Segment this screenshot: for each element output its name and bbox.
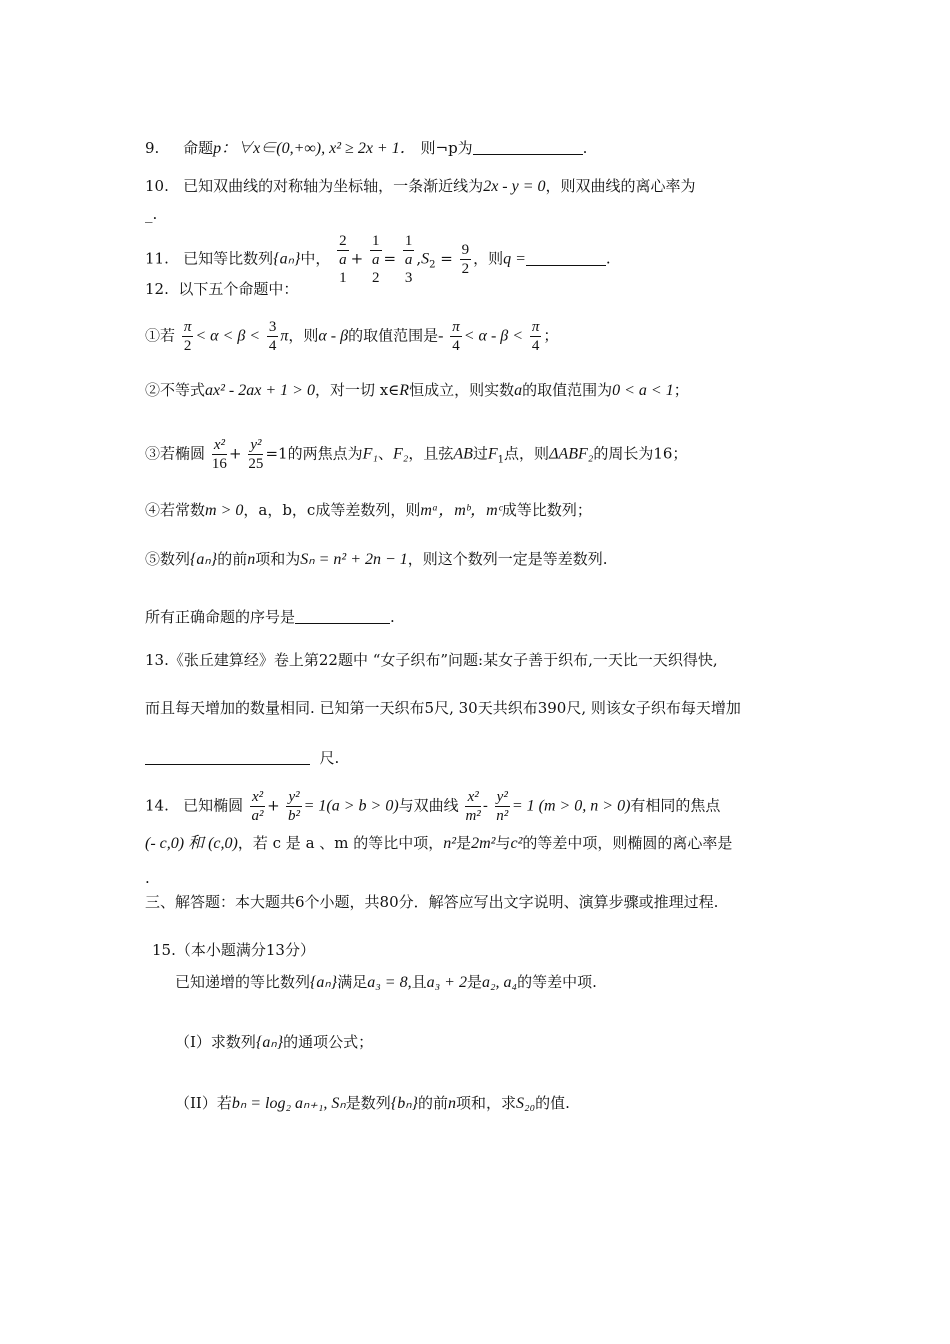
item-mark: ③ xyxy=(145,444,161,463)
q12-item-3: ③若椭圆 $\frac{\text{x²}}{16}$ + $\frac{\text{y²}}{25}$ =1的两焦点为F₁、F₂，且弦AB过$F_1$点，则ΔABF₂的周长为16； xyxy=(145,437,688,472)
q14-line2-d: 与 xyxy=(495,834,511,852)
q12-p1-end: ； xyxy=(543,326,559,345)
q15-stmt-d: 是 xyxy=(466,973,482,991)
question-10 xyxy=(145,176,696,197)
q12-ask-text: 所有正确命题的序号是 xyxy=(145,608,296,626)
q12-ask xyxy=(145,607,395,627)
question-14-line-2 xyxy=(145,833,732,854)
q11-number: 11. xyxy=(145,249,169,268)
answer-blank xyxy=(295,609,390,624)
answer-blank xyxy=(473,140,583,155)
q12-p5-text-c: 项和为 xyxy=(255,550,301,568)
q12-p5-n: n xyxy=(247,551,256,568)
q12-p3-text-e: 点，则 xyxy=(504,444,550,463)
q10-text-b: ，则双曲线的离心率为 xyxy=(545,177,696,195)
q14-continuation: . xyxy=(145,869,150,887)
q14-line2-e: 的等差中项，则椭圆的离心率是 xyxy=(522,834,733,852)
question-13-line-2: 而且每天增加的数量相同. 已知第一天织布5尺, 30天共织布390尺, 则该女子织布每天增加 xyxy=(145,699,741,717)
q12-p5-text: 数列 xyxy=(160,550,191,568)
q12-p1-text-b: ，则 xyxy=(288,326,319,345)
q15-part1-b: 的通项公式； xyxy=(283,1033,374,1051)
q10-text: 已知双曲线的对称轴为坐标轴，一条渐近线为 xyxy=(183,177,484,195)
q12-p1-text-c: 的取值范围是 xyxy=(348,326,439,345)
question-15-statement xyxy=(175,972,597,993)
q12-p5-sn: Sₙ = n² + 2n − 1 xyxy=(300,551,408,568)
q15-part1-a: （I）求数列 xyxy=(175,1033,256,1051)
q12-ask-end: . xyxy=(390,608,395,626)
q12-p4-text-b: ，a，b，c成等差数列，则 xyxy=(243,501,421,519)
q11-end: . xyxy=(605,249,611,268)
q12-item-4 xyxy=(145,500,592,521)
q13-unit: 尺. xyxy=(319,749,340,767)
q15-stmt-b: 满足 xyxy=(337,973,368,991)
q15-a3: a₃ = 8, xyxy=(367,974,412,991)
q11-text: 已知等比数列 xyxy=(183,249,274,268)
q15-part2-d: 项和，求 xyxy=(456,1094,517,1112)
q15-stmt-e: 的等差中项. xyxy=(517,973,597,991)
q12-item-1: ①若 $\frac{\pi}{2}$ < α < β < $\frac{3}{4}$ π，则α - β的取值范围是- $\frac{\pi}{4}$ < α - β < $\frac{\pi}{4}$ ； xyxy=(145,319,559,354)
q12-p3-AB: AB xyxy=(453,445,473,463)
answer-blank xyxy=(526,251,606,266)
answer-blank xyxy=(145,750,310,765)
q14-c2: c² xyxy=(510,835,523,852)
q14-text-c: 有相同的焦点 xyxy=(630,796,721,815)
q10-number: 10. xyxy=(145,177,169,195)
q11-text-b: 中， xyxy=(300,249,331,268)
q12-number: 12. xyxy=(145,280,169,298)
question-13-line-3 xyxy=(145,748,339,768)
q9-text: 命题 xyxy=(183,139,214,157)
fraction: 2 a 1 xyxy=(339,233,347,286)
q12-p2-text-c: 恒成立，则实数 xyxy=(409,381,515,399)
q14-m2: 2m² xyxy=(471,835,496,852)
q12-p4-text: 若常数 xyxy=(160,501,206,519)
q12-p5-text-d: ，则这个数列一定是等差数列. xyxy=(407,550,608,568)
q14-number: 14. xyxy=(145,796,169,815)
q15-part2-b: 是数列 xyxy=(345,1094,391,1112)
fraction: $\frac{9}{2}$ xyxy=(461,242,470,277)
q12-p4-text-c: 成等比数列； xyxy=(501,501,592,519)
section-3-heading: 三、解答题：本大题共6个小题，共80分．解答应写出文字说明、演算步骤或推理过程. xyxy=(145,893,719,911)
q15-part2-seq: {bₙ} xyxy=(390,1095,418,1112)
q12-p2-R: R xyxy=(399,382,410,399)
item-mark: ① xyxy=(145,326,161,345)
q12-p5-seq: {aₙ} xyxy=(190,551,218,568)
question-15-heading: 15.（本小题满分13分） xyxy=(152,941,315,959)
q12-item-5 xyxy=(145,549,608,570)
q15-a2a4: a₂, a₄ xyxy=(481,974,518,991)
q14-text-b: 与双曲线 xyxy=(398,796,459,815)
q14-line2-c: 是 xyxy=(456,834,472,852)
q10-continuation: _. xyxy=(145,205,158,223)
q10-formula: 2x - y = 0 xyxy=(483,178,546,195)
item-mark: ⑤ xyxy=(145,550,161,568)
q9-text-b: 则¬p为 xyxy=(420,139,473,157)
question-15-part-2 xyxy=(175,1093,570,1114)
item-mark: ② xyxy=(145,381,161,399)
fraction: 1 a 2 xyxy=(372,233,380,286)
q11-q: q = xyxy=(503,250,526,268)
q12-p4-cond: m > 0 xyxy=(205,502,244,519)
q12-p3-text-c: ，且弦 xyxy=(408,444,454,463)
q14-text: 已知椭圆 xyxy=(183,796,244,815)
q15-part1-seq: {aₙ} xyxy=(255,1034,284,1051)
q12-p2-text-b: ，对一切 x∈ xyxy=(314,381,400,399)
q12-p4-powers: mᵃ，mᵇ，mᶜ xyxy=(420,502,502,519)
q15-part2-c: 的前 xyxy=(417,1094,448,1112)
q12-p3-F2: F₂ xyxy=(392,445,409,463)
q12-p2-range: 0 < a < 1 xyxy=(612,382,674,399)
q14-n2: n² xyxy=(443,835,457,852)
q15-a3p2: a₃ + 2 xyxy=(426,974,467,991)
q12-p3-text-f: 的周长为16； xyxy=(593,444,688,463)
q12-p2-text: 不等式 xyxy=(160,381,206,399)
fraction: 1 a 3 xyxy=(404,233,413,286)
q12-p2-end: ； xyxy=(673,381,689,399)
q12-p3-text-b: 的两焦点为 xyxy=(287,444,363,463)
q15-s20: S₂₀ xyxy=(516,1095,536,1112)
question-11: 11. 已知等比数列{aₙ}中， 2 a 1 + 1 a 2 = 1 a 3 $,S_2$ = $\frac{9}{2}$ ，则q = . xyxy=(145,233,611,286)
q14-foci: (- c,0) 和 (c,0) xyxy=(145,835,238,852)
q14-cond1: = 1(a > b > 0) xyxy=(303,797,399,815)
q15-seq: {aₙ} xyxy=(310,974,338,991)
q15-stmt-a: 已知递增的等比数列 xyxy=(175,973,311,991)
q14-line2-b: ，若 c 是 a 、m 的等比中项， xyxy=(237,834,444,852)
q12-p1-expr: α - β xyxy=(318,327,349,345)
q11-seq: {aₙ} xyxy=(273,250,301,268)
q12-p3-text-d: 过 xyxy=(472,444,488,463)
question-12 xyxy=(145,279,298,299)
q15-part2-n: n xyxy=(448,1095,456,1112)
question-15-part-1 xyxy=(175,1032,373,1053)
q9-end: . xyxy=(582,139,588,157)
q11-text-c: ，则 xyxy=(473,249,504,268)
q12-item-2 xyxy=(145,380,689,401)
q15-part2-e: 的值. xyxy=(535,1094,570,1112)
q12-p3-sep: 、 xyxy=(377,444,393,463)
q12-p1-text: 若 xyxy=(160,326,176,345)
q12-p3-text: 若椭圆 xyxy=(160,444,206,463)
q12-p3-F1: F₁ xyxy=(362,445,378,463)
q9-formula: p：∀x∈(0,+∞), x² ≥ 2x + 1． xyxy=(213,140,416,157)
q15-bn: bₙ = log₂ aₙ₊₁, Sₙ xyxy=(231,1095,346,1112)
q15-stmt-c: 且 xyxy=(411,973,427,991)
q14-cond2: = 1 (m > 0, n > 0) xyxy=(511,797,631,815)
question-9 xyxy=(145,138,587,159)
q12-p2-text-d: 的取值范围为 xyxy=(522,381,613,399)
q12-p2-a: a xyxy=(514,382,523,399)
question-13-line-1: 13.《张丘建算经》卷上第22题中 “女子织布”问题:某女子善于织布,一天比一天织得快, xyxy=(145,651,718,669)
q15-part2-a: （II）若 xyxy=(175,1094,232,1112)
q12-p5-text-b: 的前 xyxy=(217,550,248,568)
q12-intro: 以下五个命题中： xyxy=(178,280,299,298)
q12-p3-tri: ΔABF₂ xyxy=(549,445,594,463)
question-14-line-1: 14. 已知椭圆 $\frac{\text{x²}}{\text{a²}}$ + $\frac{\text{y²}}{\text{b²}}$ = 1(a > b > 0)与双曲线 $\frac{\text{x²}}{\text{m²}}$ - $\frac{\text{y²}}{\text{n²}}$ = 1 (m > 0, n > 0)有相同的焦点 xyxy=(145,789,721,824)
item-mark: ④ xyxy=(145,501,161,519)
q9-number: 9. xyxy=(145,139,160,157)
q12-p2-ineq: ax² - 2ax + 1 > 0 xyxy=(205,382,315,399)
